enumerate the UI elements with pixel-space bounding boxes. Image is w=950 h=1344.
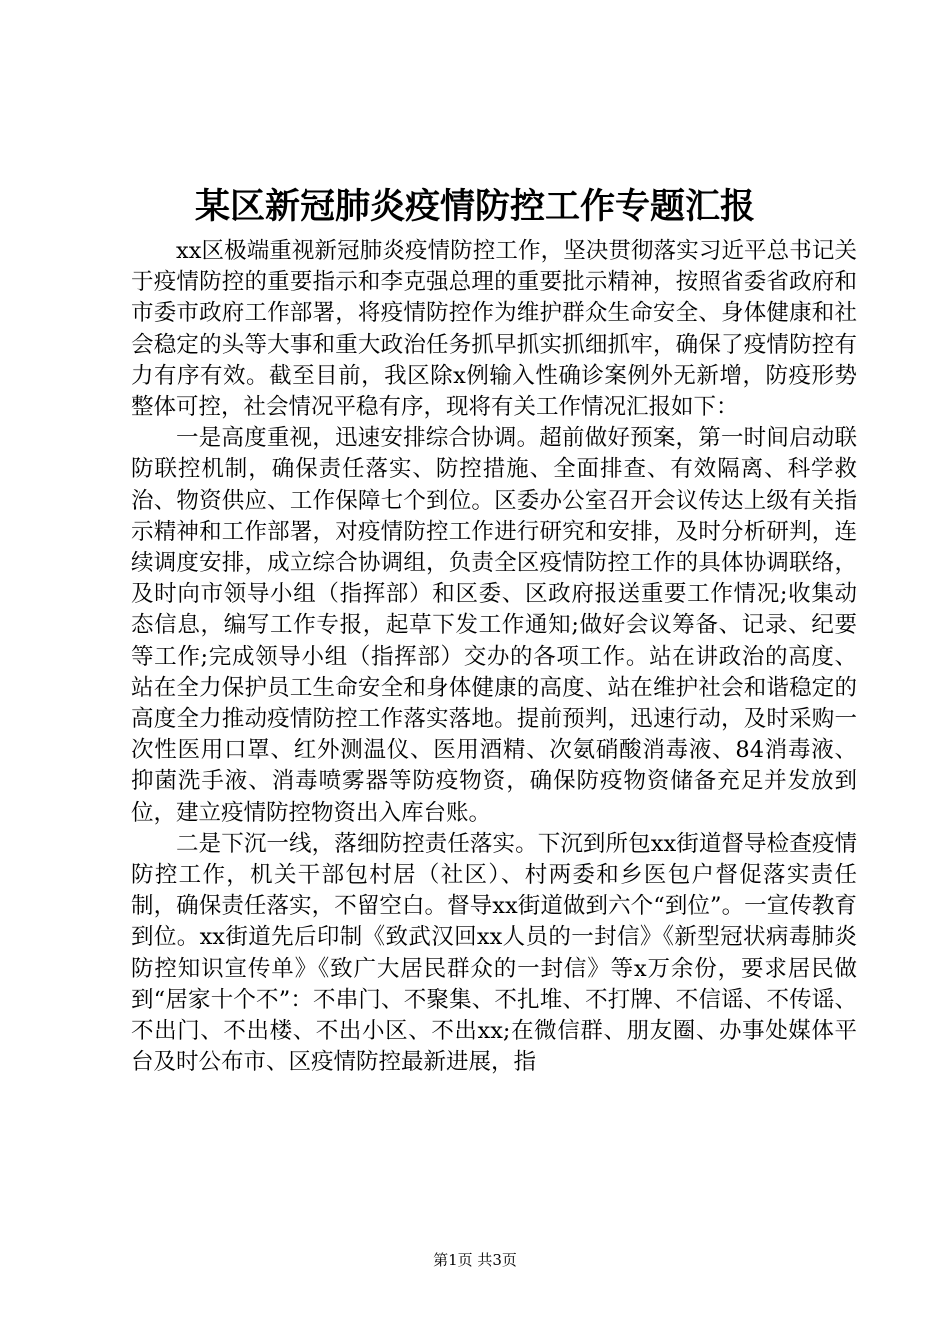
document-title: 某区新冠肺炎疫情防控工作专题汇报 (194, 186, 755, 227)
document-body (131, 236, 857, 1078)
page-number-footer: 第1页 共3页 (433, 1251, 517, 1269)
paragraph-section-2: 二是下沉一线，落细防控责任落实。下沉到所包xx街道督导检查疫情防控工作，机关干部包村居（社区）、村两委和乡医包户督促落实责任制，确保责任落实，不留空白。督导xx街道做到六个“到位”。一宣传教育到位。xx街道先后印制《致武汉回xx人员的一封信》《新型冠状病毒肺炎防控知识宣传单》《致广大居民群众的一封信》等x万余份，要求居民做到“居家十个不”：不串门、不聚集、不扎堆、不打牌、不信谣、不传谣、不出门、不出楼、不出小区、不出xx;在微信群、朋友圈、办事处媒体平台及时公布市、区疫情防控最新进展，指 (131, 830, 857, 1076)
paragraph-intro: xx区极端重视新冠肺炎疫情防控工作，坚决贯彻落实习近平总书记关于疫情防控的重要指示和李克强总理的重要批示精神，按照省委省政府和市委市政府工作部署，将疫情防控作为维护群众生命安全、身体健康和社会稳定的头等大事和重大政治任务抓早抓实抓细抓牢，确保了疫情防控有力有序有效。截至目前，我区除x例输入性确诊案例外无新增，防疫形势整体可控，社会情况平稳有序，现将有关工作情况汇报如下： (131, 238, 857, 421)
paragraph-section-1: 一是高度重视，迅速安排综合协调。超前做好预案，第一时间启动联防联控机制，确保责任落实、防控措施、全面排查、有效隔离、科学救治、物资供应、工作保障七个到位。区委办公室召开会议传达上级有关指示精神和工作部署，对疫情防控工作进行研究和安排，及时分析研判，连续调度安排，成立综合协调组，负责全区疫情防控工作的具体协调联络，及时向市领导小组（指挥部）和区委、区政府报送重要工作情况;收集动态信息，编写工作专报，起草下发工作通知;做好会议筹备、记录、纪要等工作;完成领导小组（指挥部）交办的各项工作。站在讲政治的高度、站在全力保护员工生命安全和身体健康的高度、站在维护社会和谐稳定的高度全力推动疫情防控工作落实落地。提前预判，迅速行动，及时采购一次性医用口罩、红外测温仪、医用酒精、次氨硝酸消毒液、84消毒液、抑菌洗手液、消毒喷雾器等防疫物资，确保防疫物资储备充足并发放到位，建立疫情防控物资出入库台账。 (131, 425, 857, 826)
